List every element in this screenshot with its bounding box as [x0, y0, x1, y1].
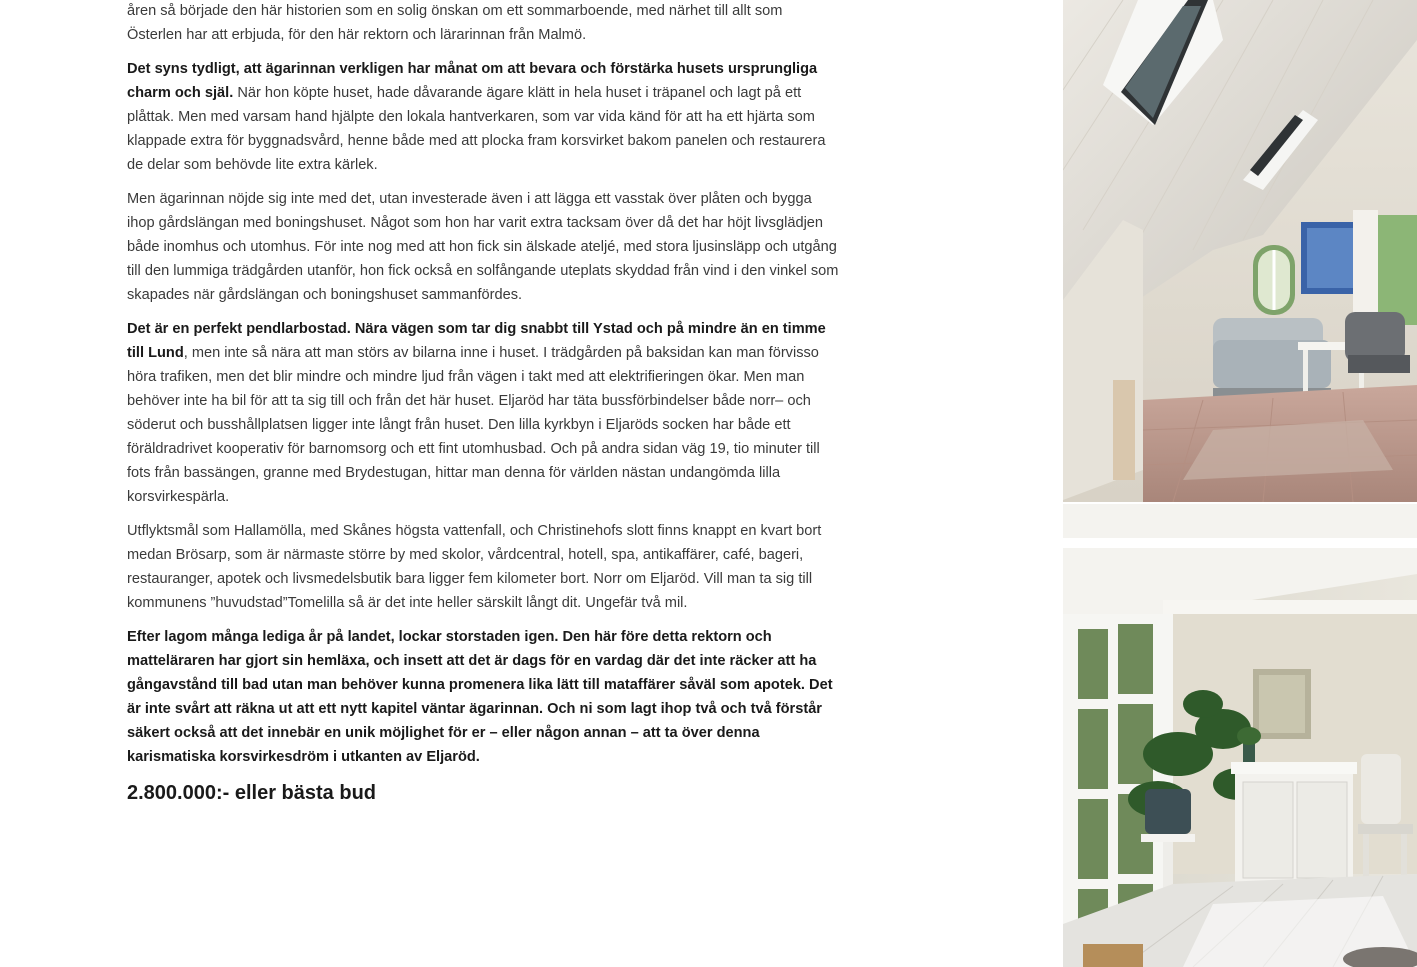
paragraph-text: Men ägarinnan nöjde sig inte med det, utan investerade även i att lägga ett vasstak över plåten och bygga ihop gårdslängan med boningshuset. Något som hon har varit extra tacksam över då det har höjt livsglädjen både inomhus och utomhus. För inte nog med att hon fick sin älskade ateljé, med stora ljusinsläpp och utgång till den lummiga trädgården utanför, hon fick också en solfångande uteplats skyddad från vind i den vinkel som skapades när gårdslängan och boningshuset sammanfördes.	[127, 191, 839, 303]
white-interior-photo	[1063, 504, 1417, 967]
paragraph-lead: Det syns tydligt, att ägarinnan verkligen har månat om att bevara och förstärka husets ursprungliga charm och själ.	[127, 61, 818, 101]
paragraph-lead: Det är en perfekt pendlarbostad. Nära vägen som tar dig snabbt till Ystad och på mindre än en timme till Lund	[127, 321, 826, 361]
attic-living-room-photo	[1063, 0, 1417, 502]
paragraph-text: När hon köpte huset, hade dåvarande ägare klätt in hela huset i träpanel och lagt på ett plåttak. Men med varsam hand hjälpte den lokala hantverkaren, som var vida känd för att ha ett hjärta som klappade extra för byggnadsvård, henne både med att plocka fram korsvirket bakom panelen och restaurera de delar som behövde lite extra kärlek.	[127, 85, 826, 173]
paragraph-text: , men inte så nära att man störs av bilarna inne i huset. I trädgården på baksidan kan man förvisso höra trafiken, men det blir mindre och mindre ljud från vägen i takt med att elektrifieringen ökar. Men man behöver inte ha bil för att ta sig till och från det här huset. Eljaröd har täta bussförbindelser både norr– och söderut och busshållplatsen ligger inte långt från huset. Den lilla kyrkbyn i Eljaröds socken har både ett föräldradrivet kooperativ för barnomsorg och ett fint utomhusbad. Och på andra sidan väg 19, tio minuter till fots från bassängen, granne med Brydestugan, hittar man denna för världen nästan undangömda lilla korsvirkespärla.	[127, 345, 820, 505]
paragraph-renovation	[127, 187, 839, 307]
photo-column	[1063, 0, 1417, 967]
paragraph-text: åren så började den här historien som en solig önskan om ett sommarboende, med närhet till allt som Österlen har att erbjuda, för den här rektorn och lärarinnan från Malmö.	[127, 3, 783, 43]
paragraph-conclusion	[127, 625, 839, 769]
paragraph-text: Utflyktsmål som Hallamölla, med Skånes högsta vattenfall, och Christinehofs slott finns knappt en kvart bort medan Brösarp, som är närmaste större by med skolor, vårdcentral, hotell, spa, antikaffärer, café, bageri, restauranger, apotek och livsmedelsbutik bara ligger fem kilometer bort. Norr om Eljaröd. Vill man ta sig till kommunens ”huvudstad”Tomelilla så är det inte heller särskilt långt dit. Ungefär två mil.	[127, 523, 822, 611]
paragraph-excursions	[127, 519, 839, 615]
paragraph-charm	[127, 57, 839, 177]
paragraph-commute	[127, 317, 839, 509]
article-body	[127, 0, 839, 807]
paragraph-text: Efter lagom många lediga år på landet, lockar storstaden igen. Den här före detta rektorn och matteläraren har gjort sin hemläxa, och insett att det är dags för en vardag där det inte räcker att ha gångavstånd till bad utan man behöver kunna promenera lika lätt till mataffärer såväl som apotek. Det är inte svårt att räkna ut att ett nytt kapitel väntar ägarinnan. Och ni som lagt ihop två och två förstår säkert också att det innebär en unik möjlighet för er – eller någon annan – att ta över denna karismatiska korsvirkesdröm i utkanten av Eljaröd.	[127, 629, 833, 765]
price-heading: 2.800.000:- eller bästa bud	[127, 782, 377, 804]
paragraph-intro-end	[127, 0, 839, 47]
